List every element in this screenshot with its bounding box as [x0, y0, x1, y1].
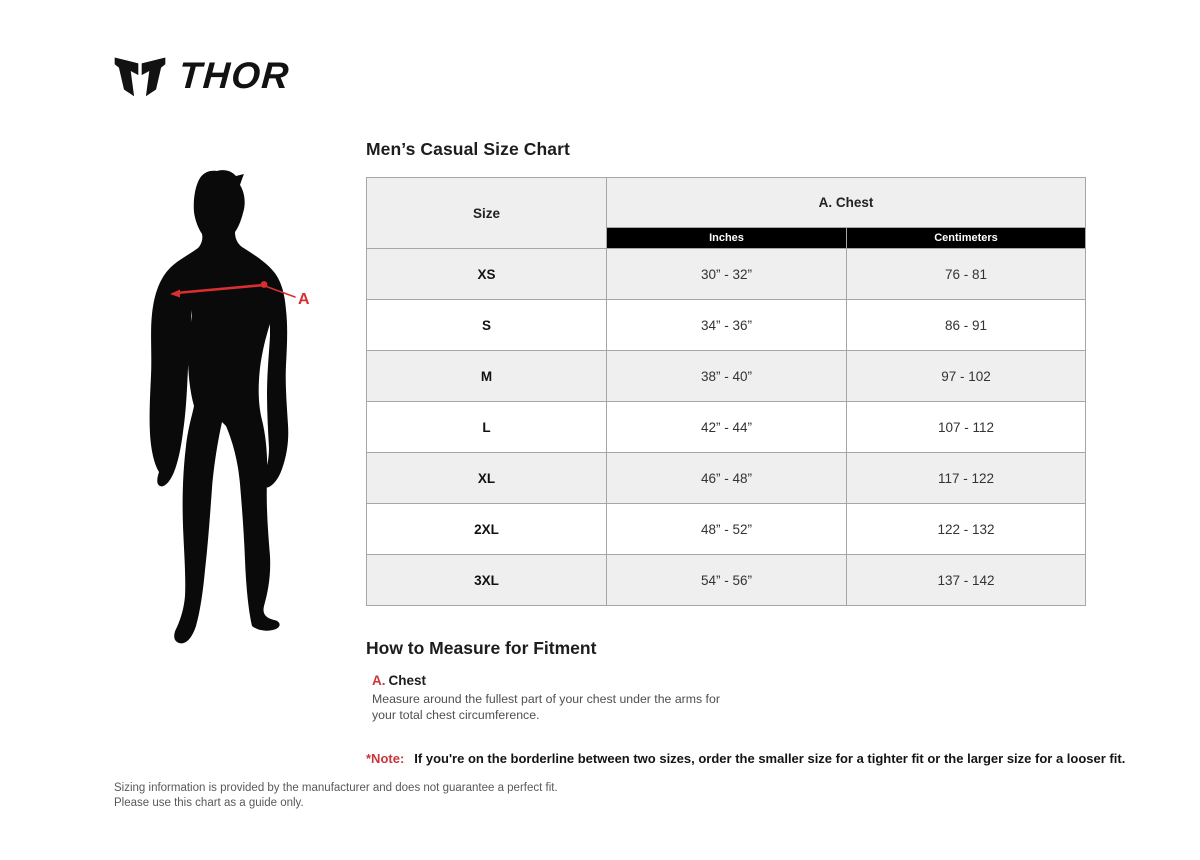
size-cell: M	[367, 351, 607, 402]
cm-cell: 76 - 81	[847, 249, 1086, 300]
table-row-xs	[367, 249, 1086, 300]
note-label: *Note:	[366, 751, 405, 766]
inches-cell: 38” - 40”	[607, 351, 847, 402]
body-measurement-figure	[143, 168, 333, 648]
brand-logo	[113, 52, 290, 100]
measure-item-label: Chest	[388, 673, 427, 688]
size-cell: XS	[367, 249, 607, 300]
footer-line-1: Sizing information is provided by the manufacturer and does not guarantee a perfect fit.	[114, 782, 558, 794]
inches-cell: 54” - 56”	[607, 555, 847, 606]
inches-cell: 34” - 36”	[607, 300, 847, 351]
sizing-note	[366, 751, 1125, 766]
inches-cell: 42” - 44”	[607, 402, 847, 453]
table-row-s	[367, 300, 1086, 351]
column-header-centimeters: Centimeters	[847, 228, 1086, 249]
measure-item-description: Measure around the fullest part of your chest under the arms for your total chest circumference.	[372, 692, 720, 722]
size-chart-table	[366, 177, 1086, 606]
size-cell: 2XL	[367, 504, 607, 555]
cm-cell: 137 - 142	[847, 555, 1086, 606]
table-header-row	[367, 178, 1086, 228]
column-header-size: Size	[367, 178, 607, 249]
size-cell: L	[367, 402, 607, 453]
footer-disclaimer	[114, 781, 558, 810]
chest-measurement-label: A	[298, 291, 310, 308]
inches-cell: 30” - 32”	[607, 249, 847, 300]
cm-cell: 122 - 132	[847, 504, 1086, 555]
male-silhouette-illustration	[143, 168, 333, 648]
note-text: If you're on the borderline between two sizes, order the smaller size for a tighter fit or the larger size for a looser fit.	[414, 751, 1126, 766]
cm-cell: 117 - 122	[847, 453, 1086, 504]
size-cell: S	[367, 300, 607, 351]
table-row-m	[367, 351, 1086, 402]
column-header-chest: A. Chest	[607, 178, 1086, 228]
footer-line-2: Please use this chart as a guide only.	[114, 796, 304, 809]
page-title: Men’s Casual Size Chart	[366, 139, 570, 159]
inches-cell: 46” - 48”	[607, 453, 847, 504]
size-cell: 3XL	[367, 555, 607, 606]
cm-cell: 97 - 102	[847, 351, 1086, 402]
inches-cell: 48” - 52”	[607, 504, 847, 555]
size-cell: XL	[367, 453, 607, 504]
table-row-xl	[367, 453, 1086, 504]
measure-item-chest	[372, 673, 426, 688]
howto-heading: How to Measure for Fitment	[366, 638, 597, 658]
cm-cell: 107 - 112	[847, 402, 1086, 453]
column-header-inches: Inches	[607, 228, 847, 249]
table-row-2xl	[367, 504, 1086, 555]
cm-cell: 86 - 91	[847, 300, 1086, 351]
measure-item-key: A.	[372, 673, 386, 688]
table-row-l	[367, 402, 1086, 453]
brand-wordmark: THOR	[177, 55, 292, 96]
thor-horns-icon	[113, 52, 167, 100]
table-row-3xl	[367, 555, 1086, 606]
